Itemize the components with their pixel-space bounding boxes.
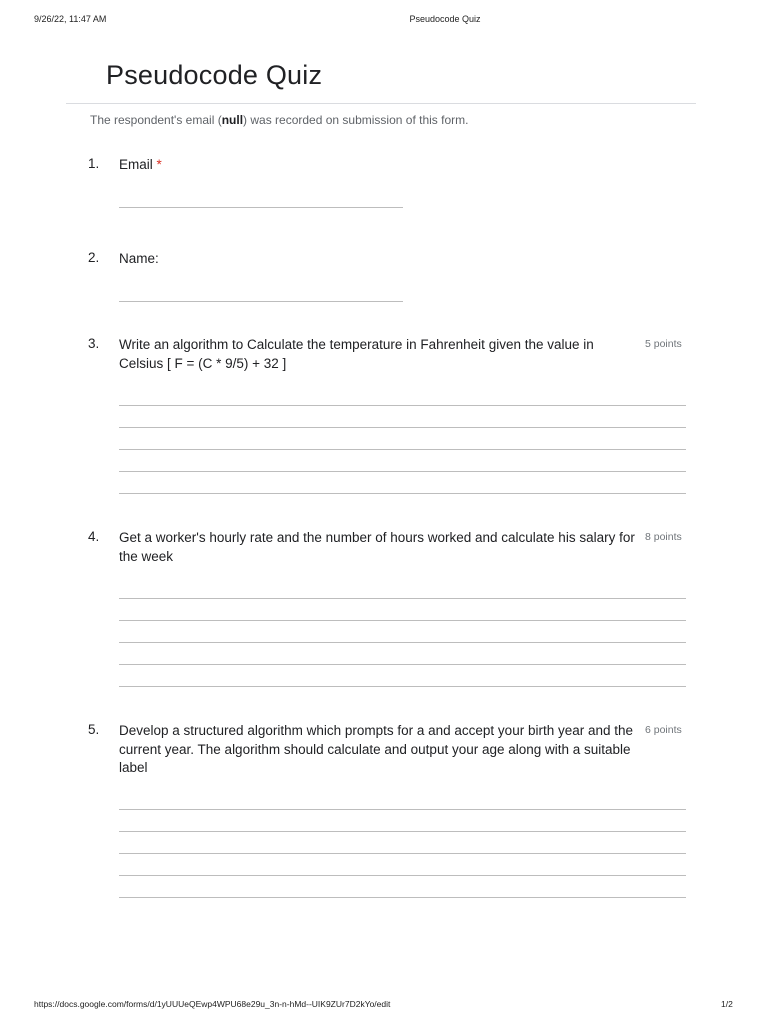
answer-line[interactable] <box>119 642 686 643</box>
question-text: Get a worker's hourly rate and the number of hours worked and calculate his salary for the week <box>119 530 635 564</box>
required-marker: * <box>156 157 162 172</box>
page-indicator: 1/2 <box>721 999 733 1009</box>
print-datetime: 9/26/22, 11:47 AM <box>34 14 107 24</box>
question-number: 3. <box>88 336 100 351</box>
answer-line[interactable] <box>119 449 686 450</box>
answer-line[interactable] <box>119 664 686 665</box>
question-points: 6 points <box>645 724 682 736</box>
question-number: 4. <box>88 529 100 544</box>
question-text: Write an algorithm to Calculate the temperature in Fahrenheit given the value in Celsius [ F = (C * 9/5) + 32 ] <box>119 337 594 371</box>
print-url: https://docs.google.com/forms/d/1yUUUeQEwp4WPU68e29u_3n-n-hMd--UIK9ZUr7D2kYo/edit <box>34 999 391 1009</box>
print-page-title: Pseudocode Quiz <box>409 14 481 24</box>
email-notice-value: null <box>221 113 244 127</box>
name-answer-line[interactable] <box>119 301 403 302</box>
answer-line[interactable] <box>119 831 686 832</box>
form-title: Pseudocode Quiz <box>106 60 323 90</box>
question-text: Develop a structured algorithm which prompts for a and accept your birth year and the current year. The algorithm should calculate and output your age along with a suitable label <box>119 723 634 775</box>
question-points: 8 points <box>645 531 682 543</box>
question-label: Email <box>119 157 153 172</box>
answer-line[interactable] <box>119 405 686 406</box>
answer-line[interactable] <box>119 493 686 494</box>
answer-line[interactable] <box>119 620 686 621</box>
title-divider <box>66 103 696 104</box>
email-answer-line[interactable] <box>119 207 403 208</box>
answer-line[interactable] <box>119 427 686 428</box>
answer-line[interactable] <box>119 875 686 876</box>
question-points: 5 points <box>645 338 682 350</box>
question-number: 1. <box>88 156 100 171</box>
question-number: 2. <box>88 250 100 265</box>
question-text: Name: <box>119 251 159 266</box>
question-number: 5. <box>88 722 100 737</box>
answer-line[interactable] <box>119 897 686 898</box>
answer-line[interactable] <box>119 853 686 854</box>
answer-line[interactable] <box>119 471 686 472</box>
email-notice <box>90 113 468 127</box>
email-notice-prefix: The respondent's email ( <box>90 113 222 127</box>
question-text <box>119 156 641 175</box>
answer-line[interactable] <box>119 809 686 810</box>
email-notice-suffix: ) was recorded on submission of this form. <box>243 113 469 127</box>
answer-line[interactable] <box>119 686 686 687</box>
answer-line[interactable] <box>119 598 686 599</box>
